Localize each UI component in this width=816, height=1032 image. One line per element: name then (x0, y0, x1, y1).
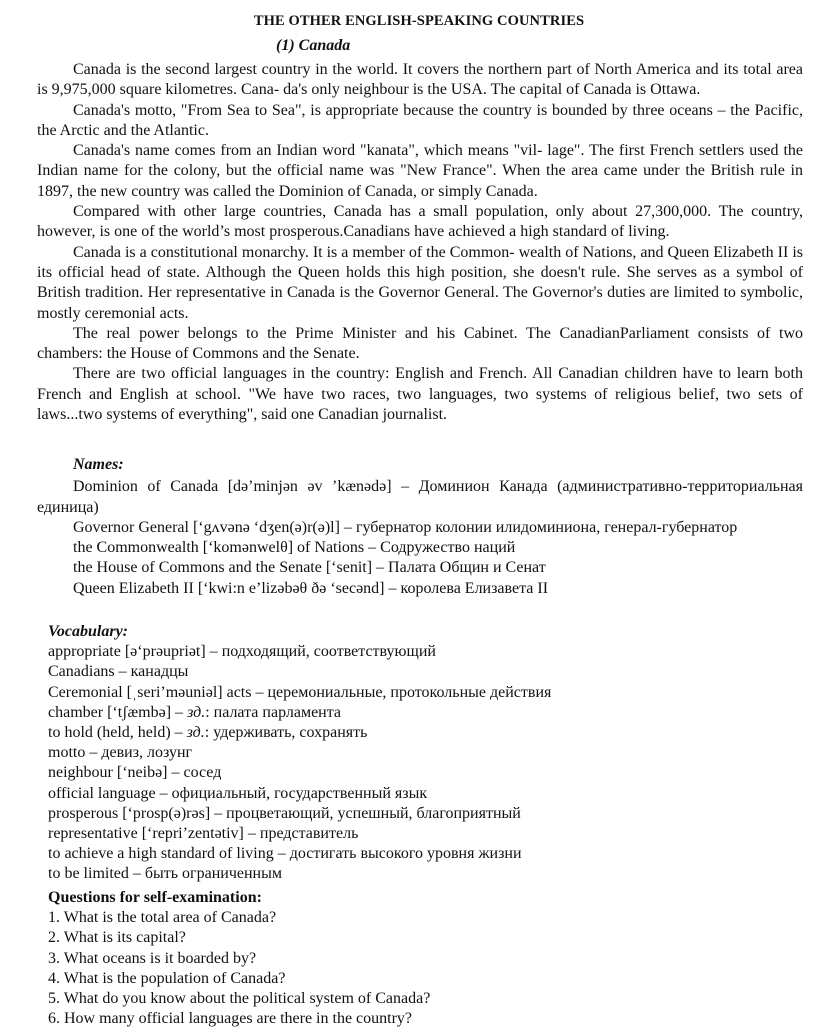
vocabulary-item: official language – официальный, государственный язык (48, 784, 428, 802)
names-item: the Commonwealth [‘komənwelθ] of Nations – Содружество наций (73, 539, 516, 557)
paragraph: Canada is the second largest country in the world. It covers the northern part of North America and its total area is 9,975,000 square kilometres. Cana- da's only neighbour is the USA. The capital of Canada is Ottawa. (37, 61, 803, 99)
question-item: 1. What is the total area of Canada? (48, 909, 277, 927)
abbreviation: зд. (186, 724, 205, 742)
vocabulary-item: motto – девиз, лозунг (48, 744, 193, 762)
vocabulary-item: Canadians – канадцы (48, 663, 189, 681)
questions-heading: Questions for self-examination: (48, 889, 262, 906)
vocabulary-item: prosperous [‘prosp(ə)rəs] – процветающий, успешный, благоприятный (48, 804, 521, 822)
question-item: 3. What oceans is it boarded by? (48, 949, 257, 967)
abbreviation: зд. (187, 703, 206, 721)
vocabulary-heading: Vocabulary: (48, 623, 128, 640)
paragraph: Canada is a constitutional monarchy. It is a member of the Common- wealth of Nations, and Queen Elizabeth II is its official head of state. Although the Queen holds this high position, she doesn't rule. She serves as a symbol of British tradition. Her representative in Canada is the Governor General. The Governor's duties are limited to symbolic, mostly ceremonial acts. (37, 243, 803, 322)
questions-section (48, 888, 808, 1029)
question-item: 5. What do you know about the political system of Canada? (48, 990, 431, 1008)
question-item: 6. How many official languages are there in the country? (48, 1010, 413, 1028)
names-section (37, 455, 803, 599)
vocabulary-item: chamber [‘tʃæmbə] – зд.: палата парламента (48, 703, 342, 721)
vocabulary-item: appropriate [ə‘prəupriət] – подходящий, соответствующий (48, 643, 436, 661)
names-item: Dominion of Canada [də’minjən əv ’kænədə] – Доминион Канада (административно-территориальная единица) (37, 478, 803, 516)
vocabulary-item: representative [‘repri’zentətiv] – представитель (48, 825, 359, 843)
document-title: THE OTHER ENGLISH-SPEAKING COUNTRIES (253, 13, 585, 29)
paragraph: There are two official languages in the country: English and French. All Canadian children have to learn both French and English at school. "We have two races, two languages, two systems of religious belief, two sets of laws...two systems of everything", said one Canadian journalist. (37, 365, 803, 424)
question-item: 4. What is the population of Canada? (48, 969, 286, 987)
vocabulary-list (48, 642, 808, 884)
names-item: Governor General [‘gʌvənə ‘dʒen(ə)r(ə)l] – губернатор колонии илидоминиона, генерал-губернатор (73, 518, 738, 536)
vocabulary-item: to hold (held, held) – зд.: удерживать, сохранять (48, 724, 368, 742)
names-heading: Names: (73, 456, 124, 473)
paragraph: Canada's name comes from an Indian word "kanata", which means "vil- lage". The first French settlers used the Indian name for the colony, but the official name was "New France". When the area came under the British rule in 1897, the new country was called the Dominion of Canada, or simply Canada. (37, 142, 803, 200)
vocabulary-section (48, 622, 808, 885)
section-subtitle: (1) Canada (276, 37, 351, 54)
names-item: Queen Elizabeth II [‘kwi:n e’lizəbəθ ðə ‘secənd] – королева Елизавета II (73, 579, 549, 597)
questions-list (48, 908, 808, 1029)
vocabulary-item: to achieve a high standard of living – достигать высокого уровня жизни (48, 845, 522, 863)
paragraph: The real power belongs to the Prime Minister and his Cabinet. The CanadianParliament consists of two chambers: the House of Commons and the Senate. (37, 324, 803, 363)
paragraph: Compared with other large countries, Canada has a small population, only about 27,300,000. The country, however, is one of the world’s most prosperous.Canadians have achieved a high standard of living. (37, 203, 803, 241)
vocabulary-item: neighbour [‘neibə] – сосед (48, 764, 222, 782)
body-text (37, 60, 803, 425)
vocabulary-item: Ceremonial [ˌseri’məuniəl] acts – церемониальные, протокольные действия (48, 683, 552, 701)
question-item: 2. What is its capital? (48, 929, 186, 947)
paragraph: Canada's motto, "From Sea to Sea", is appropriate because the country is bounded by three oceans – the Pacific, the Arctic and the Atlantic. (37, 101, 803, 139)
vocabulary-item: to be limited – быть ограниченным (48, 865, 282, 883)
names-item: the House of Commons and the Senate [‘senit] – Палата Общин и Сенат (73, 559, 546, 577)
